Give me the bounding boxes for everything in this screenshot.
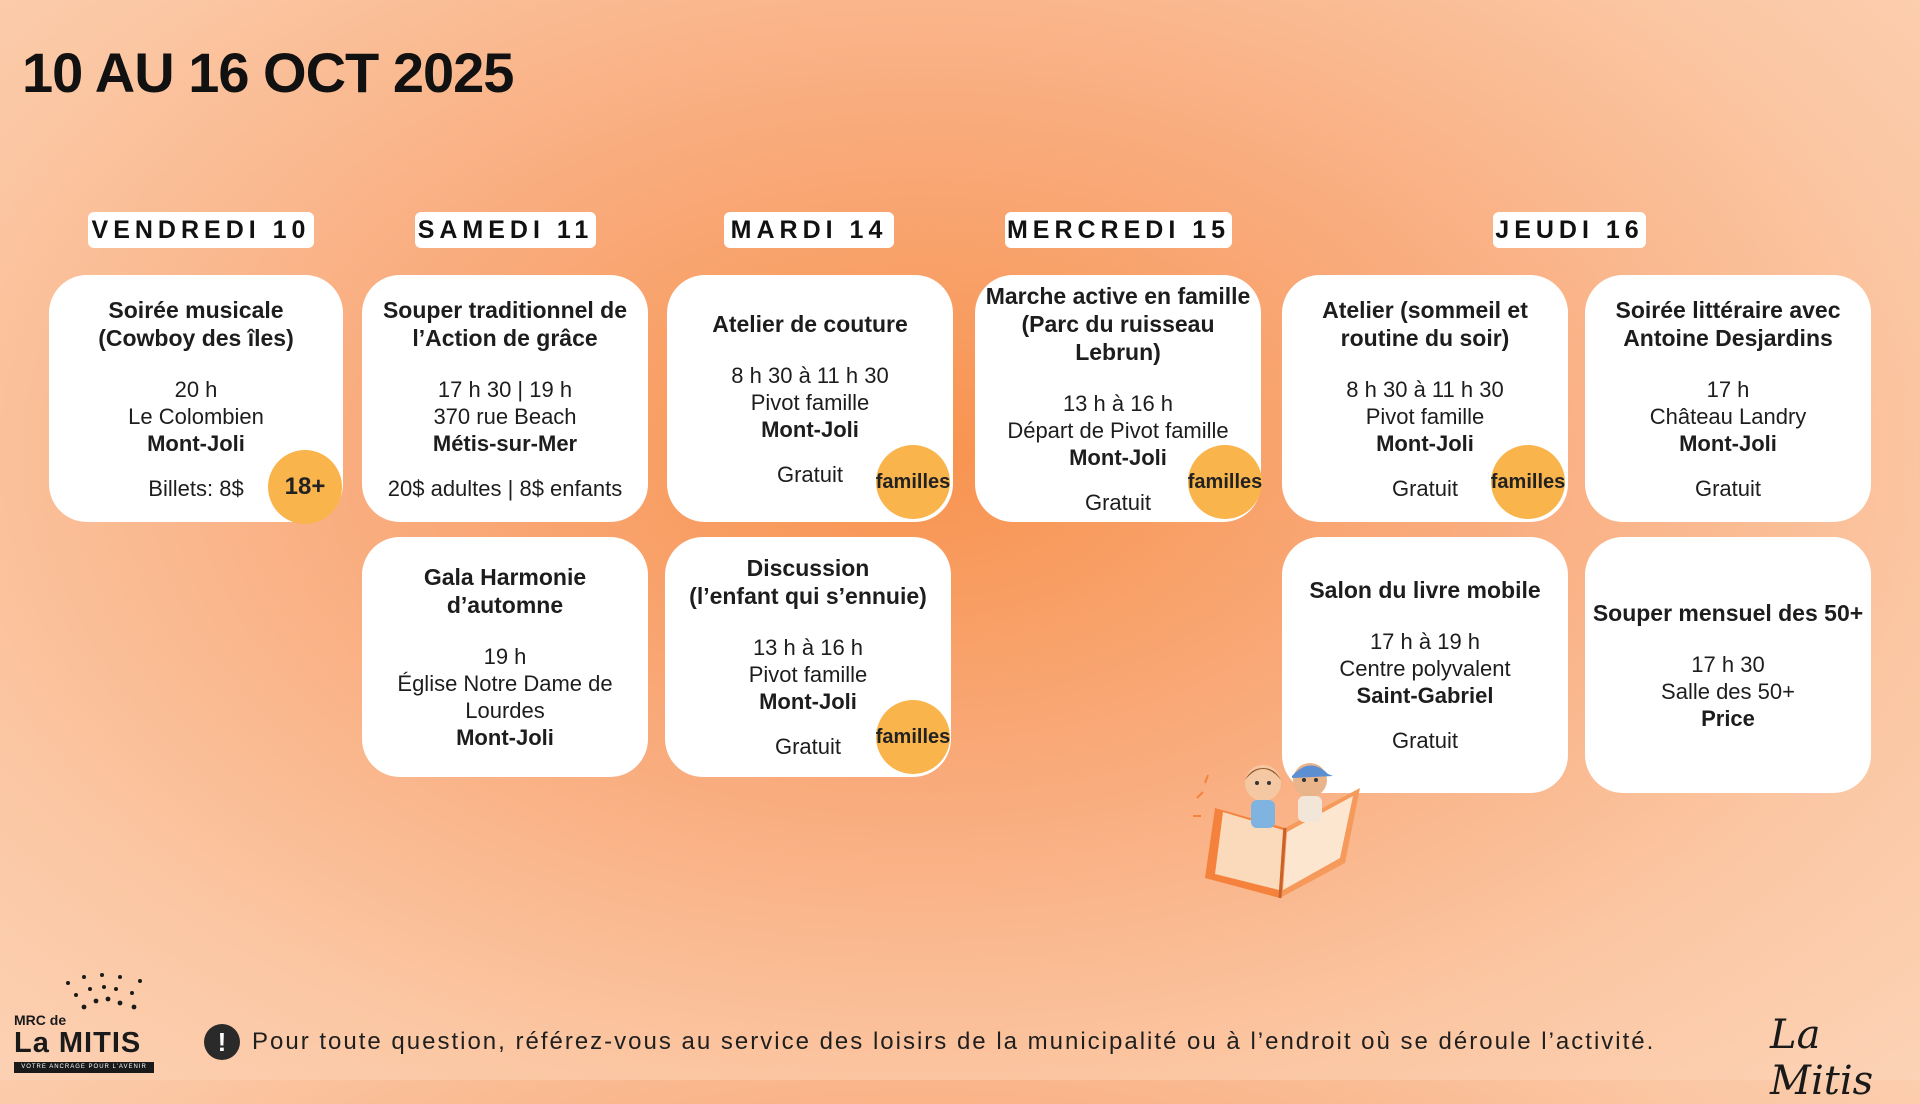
- footer-note-text: Pour toute question, référez-vous au service des loisirs de la municipalité ou à l’endroit où se déroule l’activité.: [252, 1028, 1656, 1055]
- event-title: Marche active en famille: [985, 282, 1251, 309]
- logo-left-tagline: VOTRE ANCRAGE POUR L’AVENIR: [14, 1062, 154, 1073]
- kids-reading-book-illustration: [1185, 728, 1395, 908]
- day-label-mercredi: MERCREDI 15: [1005, 212, 1232, 248]
- event-price: Gratuit: [1391, 475, 1459, 501]
- event-price: Gratuit: [1084, 489, 1152, 515]
- event-title: (l’enfant qui s’ennuie): [689, 583, 927, 609]
- event-place: 370 rue Beach: [433, 403, 577, 429]
- event-place: Centre polyvalent: [1339, 656, 1511, 681]
- event-city: Price: [1701, 705, 1755, 731]
- event-card-souper-50[interactable]: [1585, 537, 1871, 793]
- event-price: Gratuit: [774, 734, 842, 759]
- day-label-vendredi: VENDREDI 10: [88, 212, 314, 248]
- event-place: Le Colombien: [128, 403, 264, 429]
- event-card-soiree-litteraire[interactable]: [1585, 275, 1871, 522]
- event-title: Soirée littéraire avec: [1615, 296, 1841, 323]
- familles-badge: familles: [876, 700, 950, 774]
- event-time: 19 h: [483, 644, 527, 669]
- event-title: Salon du livre mobile: [1309, 577, 1541, 603]
- familles-badge: familles: [1188, 445, 1262, 519]
- event-title: Soirée musicale: [108, 296, 284, 323]
- event-city: Mont-Joli: [147, 430, 245, 456]
- event-city: Mont-Joli: [1069, 444, 1167, 470]
- event-place: Château Landry: [1649, 403, 1807, 429]
- event-city: Mont-Joli: [759, 689, 857, 714]
- event-card-gala[interactable]: [362, 537, 648, 777]
- event-time: 20 h: [174, 376, 218, 402]
- event-title: routine du soir): [1340, 324, 1510, 351]
- event-time: 8 h 30 à 11 h 30: [731, 362, 889, 388]
- dots-burst-icon: [54, 973, 164, 1023]
- event-price: 20$ adultes | 8$ enfants: [387, 475, 623, 501]
- event-price: Gratuit: [1391, 728, 1459, 753]
- event-time: 17 h à 19 h: [1369, 629, 1481, 654]
- age-badge: 18+: [268, 450, 342, 524]
- event-title: Atelier (sommeil et: [1322, 296, 1528, 323]
- event-title: (Parc du ruisseau Lebrun): [1021, 310, 1215, 365]
- day-label-samedi: SAMEDI 11: [415, 212, 596, 248]
- event-title: (Cowboy des îles): [98, 324, 294, 351]
- event-time: 17 h 30: [1691, 651, 1765, 677]
- event-city: Mont-Joli: [1376, 430, 1474, 456]
- familles-badge: familles: [876, 445, 950, 519]
- exclamation-icon: !: [204, 1024, 240, 1060]
- event-title: Souper mensuel des 50+: [1592, 599, 1864, 626]
- event-price: Gratuit: [1694, 475, 1762, 501]
- event-time: 13 h à 16 h: [1062, 390, 1174, 416]
- event-place: Départ de Pivot famille: [1007, 417, 1229, 443]
- familles-badge: familles: [1491, 445, 1565, 519]
- day-label-jeudi: JEUDI 16: [1493, 212, 1646, 248]
- event-title: Antoine Desjardins: [1623, 324, 1833, 351]
- event-place: Pivot famille: [1365, 403, 1485, 429]
- event-place: Lourdes: [465, 698, 545, 723]
- event-card-souper-traditionnel[interactable]: [362, 275, 648, 522]
- event-title: Atelier de couture: [712, 310, 908, 337]
- logo-left-mrc: MRC de: [14, 1012, 67, 1028]
- logo-left-name: La MITIS: [14, 1027, 142, 1059]
- event-time: 13 h à 16 h: [752, 635, 864, 660]
- event-city: Mont-Joli: [1679, 430, 1777, 456]
- event-place: Salle des 50+: [1661, 678, 1795, 704]
- event-title: Gala Harmonie d’automne: [423, 564, 587, 618]
- event-title: Souper traditionnel de: [382, 296, 628, 323]
- event-city: Métis-sur-Mer: [432, 430, 578, 456]
- event-city: Mont-Joli: [761, 416, 859, 442]
- page-title: 10 AU 16 OCT 2025: [22, 41, 514, 104]
- event-city: Mont-Joli: [456, 725, 554, 750]
- event-city: Saint-Gabriel: [1356, 683, 1494, 708]
- event-time: 17 h: [1706, 376, 1750, 402]
- event-place: Pivot famille: [748, 662, 868, 687]
- event-time: 8 h 30 à 11 h 30: [1346, 376, 1504, 402]
- mrc-la-mitis-logo: [14, 975, 164, 1075]
- event-title: Discussion: [746, 555, 870, 581]
- event-title: l’Action de grâce: [412, 324, 598, 351]
- event-price: Gratuit: [776, 461, 844, 487]
- event-time: 17 h 30 | 19 h: [437, 376, 573, 402]
- event-place: Église Notre Dame de: [397, 671, 613, 696]
- event-place: Pivot famille: [750, 389, 870, 415]
- footer-note: [204, 1022, 1655, 1062]
- event-price: Billets: 8$: [148, 475, 244, 501]
- la-mitis-logo-right: La Mitis: [1770, 1012, 1874, 1104]
- day-label-mardi: MARDI 14: [724, 212, 894, 248]
